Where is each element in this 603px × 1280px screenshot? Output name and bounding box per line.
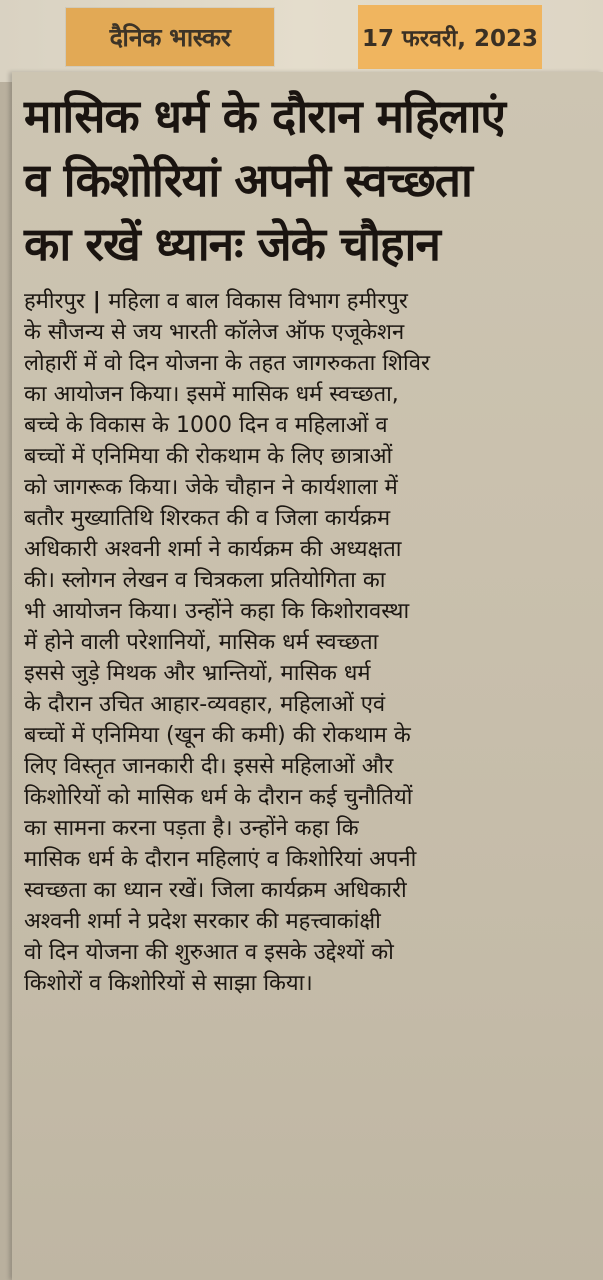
body-line: भी आयोजन किया। उन्होंने कहा कि किशोरावस्था	[24, 599, 410, 624]
body-line: किशोरों व किशोरियों से साझा किया।	[24, 971, 313, 996]
body-line: को जागरूक किया। जेके चौहान ने कार्यशाला में	[24, 475, 398, 500]
date-label	[358, 5, 542, 69]
body-line: के सौजन्य से जय भारती कॉलेज ऑफ एजूकेशन	[24, 320, 405, 345]
publication-date: 17 फरवरी, 2023	[361, 26, 539, 52]
body-line: के दौरान उचित आहार-व्यवहार, महिलाओं एवं	[24, 692, 386, 717]
body-line: स्वच्छता का ध्यान रखें। जिला कार्यक्रम अधिकारी	[24, 878, 407, 903]
body-line: का सामना करना पड़ता है। उन्होंने कहा कि	[24, 816, 359, 841]
dateline-separator: |	[85, 289, 109, 314]
headline-line: व किशोरियां अपनी स्वच्छता	[24, 153, 472, 207]
body-line	[24, 286, 599, 317]
body-line: वो दिन योजना की शुरुआत व इसके उद्देश्यों को	[24, 940, 394, 965]
body-line: की। स्लोगन लेखन व चित्रकला प्रतियोगिता का	[24, 568, 386, 593]
body-line: इससे जुड़े मिथक और भ्रान्तियों, मासिक धर्म	[24, 661, 371, 686]
body-line: बच्चों में एनिमिया (खून की कमी) की रोकथाम के	[24, 723, 411, 748]
body-line: बतौर मुख्यातिथि शिरकत की व जिला कार्यक्रम	[24, 506, 391, 531]
dateline: हमीरपुर	[24, 289, 86, 314]
body-line-text: महिला व बाल विकास विभाग हमीरपुर	[108, 289, 408, 314]
body-line: मासिक धर्म के दौरान महिलाएं व किशोरियां अपनी	[24, 847, 417, 872]
headline-line: मासिक धर्म के दौरान महिलाएं	[24, 89, 505, 143]
article-headline	[24, 84, 599, 276]
body-line: अश्वनी शर्मा ने प्रदेश सरकार की महत्त्वाकांक्षी	[24, 909, 381, 934]
body-line: का आयोजन किया। इसमें मासिक धर्म स्वच्छता,	[24, 382, 399, 407]
body-line: लोहारीं में वो दिन योजना के तहत जागरुकता शिविर	[24, 351, 430, 376]
body-line: बच्चे के विकास के 1000 दिन व महिलाओं व	[24, 413, 388, 438]
article-body	[24, 286, 599, 999]
headline-line: का रखें ध्यानः जेके चौहान	[24, 217, 440, 271]
newspaper-name-label	[66, 8, 274, 66]
body-line: अधिकारी अश्वनी शर्मा ने कार्यक्रम की अध्यक्षता	[24, 537, 402, 562]
body-line: बच्चों में एनिमिया की रोकथाम के लिए छात्राओं	[24, 444, 393, 469]
body-line: लिए विस्तृत जानकारी दी। इससे महिलाओं और	[24, 754, 394, 779]
newspaper-name: दैनिक भास्कर	[109, 23, 231, 52]
body-line: किशोरियों को मासिक धर्म के दौरान कई चुनौतियों	[24, 785, 413, 810]
body-line: में होने वाली परेशानियों, मासिक धर्म स्वच्छता	[24, 630, 379, 655]
